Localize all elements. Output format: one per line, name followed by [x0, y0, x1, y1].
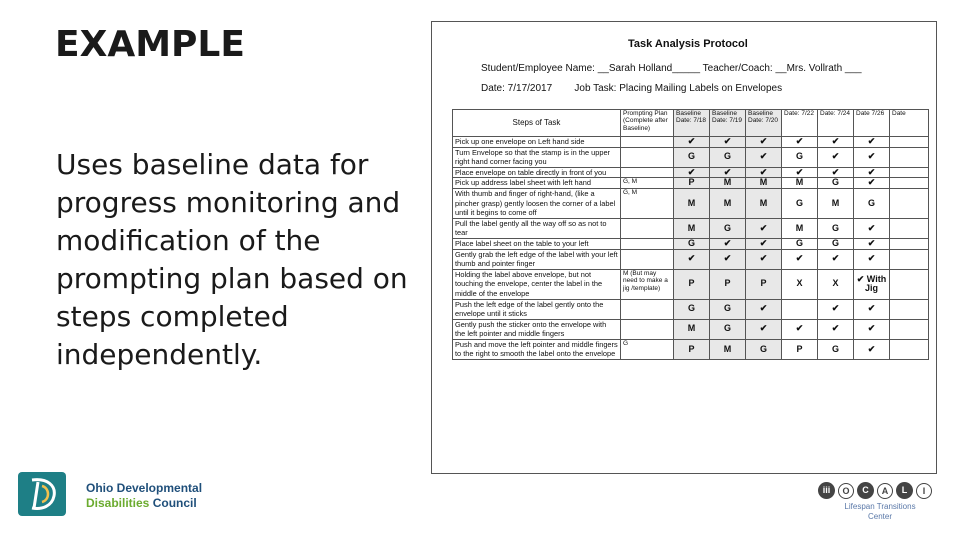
mark-cell: [890, 218, 929, 238]
mark-cell: ✔: [746, 167, 782, 178]
mark-cell: ✔: [746, 238, 782, 249]
mark-cell: ✔: [782, 249, 818, 269]
mark-cell: M: [782, 218, 818, 238]
prompting-plan-cell: [621, 137, 674, 148]
mark-cell: P: [674, 178, 710, 189]
document-title: Task Analysis Protocol: [628, 38, 748, 50]
mark-cell: M: [710, 188, 746, 218]
mark-cell: [890, 167, 929, 178]
mark-cell: [890, 178, 929, 189]
table-row: [453, 167, 929, 178]
prompting-plan-cell: [621, 167, 674, 178]
table-row: [453, 178, 929, 189]
mark-cell: ✔: [818, 147, 854, 167]
step-cell: Pull the label gently all the way off so as not to tear: [453, 218, 621, 238]
table-header-cell: Baseline Date: 7/20: [746, 110, 782, 137]
mark-cell: G: [818, 218, 854, 238]
table-row: [453, 319, 929, 339]
mark-cell: G: [710, 218, 746, 238]
ocali-letter: A: [877, 483, 893, 499]
step-cell: Pick up one envelope on Left hand side: [453, 137, 621, 148]
mark-cell: M: [674, 319, 710, 339]
odd-logo-line1: Ohio Developmental: [86, 481, 203, 495]
mark-cell: [890, 319, 929, 339]
ocali-logo: [818, 482, 932, 499]
mark-cell: ✔: [854, 339, 890, 359]
mark-cell: M: [710, 178, 746, 189]
mark-cell: M: [746, 178, 782, 189]
mark-cell: M: [782, 178, 818, 189]
table-row: [453, 137, 929, 148]
mark-cell: G: [710, 147, 746, 167]
ocali-logo-icon: iii: [818, 482, 835, 499]
mark-cell: [890, 137, 929, 148]
mark-cell: G: [710, 299, 746, 319]
odd-logo-line2-accent: Disabilities: [86, 496, 150, 510]
slide-title: EXAMPLE: [55, 24, 245, 65]
mark-cell: P: [674, 339, 710, 359]
step-cell: Push the left edge of the label gently onto the envelope until it sticks: [453, 299, 621, 319]
mark-cell: ✔: [818, 299, 854, 319]
mark-cell: G: [674, 147, 710, 167]
mark-cell: M: [818, 188, 854, 218]
mark-cell: [782, 299, 818, 319]
prompting-plan-cell: G, M: [621, 188, 674, 218]
table-header-cell: Baseline Date: 7/19: [710, 110, 746, 137]
prompting-plan-cell: [621, 218, 674, 238]
mark-cell: G: [854, 188, 890, 218]
mark-cell: ✔: [674, 167, 710, 178]
mark-cell: ✔: [710, 238, 746, 249]
mark-cell: X: [782, 269, 818, 299]
prompting-plan-cell: [621, 147, 674, 167]
table-header-cell: Date 7/26: [854, 110, 890, 137]
table-row: [453, 147, 929, 167]
mark-cell: [890, 249, 929, 269]
table-row: [453, 188, 929, 218]
ocali-letter: L: [896, 482, 913, 499]
mark-cell: M: [710, 339, 746, 359]
odd-council-logo-text: [86, 481, 202, 511]
ocali-letter: C: [857, 482, 874, 499]
table-header-cell: Steps of Task: [453, 110, 621, 137]
table-header-cell: Date: [890, 110, 929, 137]
table-row: [453, 238, 929, 249]
prompting-plan-cell: [621, 249, 674, 269]
mark-cell: G: [818, 339, 854, 359]
mark-cell: G: [782, 188, 818, 218]
task-analysis-table: [452, 109, 929, 360]
step-cell: Gently push the sticker onto the envelope with the left pointer and middle fingers: [453, 319, 621, 339]
mark-cell: M: [674, 218, 710, 238]
mark-cell: P: [746, 269, 782, 299]
step-cell: Holding the label above envelope, but not touching the envelope, center the label in the middle of the envelope: [453, 269, 621, 299]
prompting-plan-cell: G: [621, 339, 674, 359]
mark-cell: ✔: [710, 137, 746, 148]
mark-cell: G: [782, 147, 818, 167]
mark-cell: M: [746, 188, 782, 218]
ocali-letter: I: [916, 483, 932, 499]
mark-cell: ✔: [854, 238, 890, 249]
task-analysis-document-image: [431, 21, 937, 474]
mark-cell: P: [782, 339, 818, 359]
mark-cell: ✔: [854, 249, 890, 269]
mark-cell: ✔: [854, 319, 890, 339]
document-meta-names: Student/Employee Name: __Sarah Holland_____ Teacher/Coach: __Mrs. Vollrath ___: [481, 63, 862, 74]
odd-logo-line2: [86, 496, 202, 511]
mark-cell: P: [674, 269, 710, 299]
table-row: [453, 249, 929, 269]
mark-cell: ✔: [746, 299, 782, 319]
table-header-row: [453, 110, 929, 137]
mark-cell: G: [710, 319, 746, 339]
mark-cell: M: [674, 188, 710, 218]
step-cell: Place envelope on table directly in front of you: [453, 167, 621, 178]
mark-cell: ✔: [854, 178, 890, 189]
mark-cell: X: [818, 269, 854, 299]
mark-cell: ✔: [746, 218, 782, 238]
document-meta-date-task: Date: 7/17/2017 Job Task: Placing Mailing Labels on Envelopes: [481, 83, 783, 94]
mark-cell: ✔: [818, 137, 854, 148]
mark-cell: P: [710, 269, 746, 299]
mark-cell: ✔: [854, 299, 890, 319]
mark-cell: ✔: [746, 137, 782, 148]
prompting-plan-cell: [621, 238, 674, 249]
table-header-cell: Baseline Date: 7/18: [674, 110, 710, 137]
table-row: [453, 269, 929, 299]
mark-cell: [890, 269, 929, 299]
mark-cell: ✔: [782, 137, 818, 148]
mark-cell: ✔: [710, 249, 746, 269]
mark-cell: ✔: [854, 137, 890, 148]
mark-cell: G: [746, 339, 782, 359]
mark-cell: ✔: [746, 249, 782, 269]
mark-cell: ✔: [818, 249, 854, 269]
mark-cell: ✔: [818, 319, 854, 339]
step-cell: Push and move the left pointer and middle fingers to the right to smooth the label onto the envelope: [453, 339, 621, 359]
mark-cell: ✔: [854, 147, 890, 167]
mark-cell: [890, 339, 929, 359]
slide-body-text: Uses baseline data for progress monitoring and modification of the prompting plan based on steps completed independently.: [56, 148, 408, 371]
table-header-cell: Date: 7/22: [782, 110, 818, 137]
mark-cell: G: [782, 238, 818, 249]
mark-cell: ✔: [674, 249, 710, 269]
mark-cell: ✔: [674, 137, 710, 148]
step-cell: Turn Envelope so that the stamp is in the upper right hand corner facing you: [453, 147, 621, 167]
prompting-plan-cell: G, M: [621, 178, 674, 189]
mark-cell: [890, 188, 929, 218]
step-cell: Gently grab the left edge of the label with your left thumb and pointer finger: [453, 249, 621, 269]
step-cell: Place label sheet on the table to your left: [453, 238, 621, 249]
ocali-logo-subtitle: Lifespan Transitions Center: [844, 502, 916, 521]
mark-cell: ✔: [854, 167, 890, 178]
table-row: [453, 299, 929, 319]
step-cell: With thumb and finger of right-hand, (like a pincher grasp) gently loosen the corner of a label until it begins to come off: [453, 188, 621, 218]
mark-cell: ✔: [782, 167, 818, 178]
mark-cell: [890, 147, 929, 167]
table-row: [453, 218, 929, 238]
prompting-plan-cell: [621, 299, 674, 319]
table-row: [453, 339, 929, 359]
table-body: [453, 137, 929, 360]
mark-cell: G: [818, 238, 854, 249]
step-cell: Pick up address label sheet with left hand: [453, 178, 621, 189]
table-header-cell: Prompting Plan (Complete after Baseline): [621, 110, 674, 137]
mark-cell: ✔: [746, 319, 782, 339]
mark-cell: ✔: [854, 218, 890, 238]
mark-cell: G: [674, 299, 710, 319]
mark-cell: [890, 238, 929, 249]
prompting-plan-cell: M (But may need to make a jig /template): [621, 269, 674, 299]
mark-cell: ✔: [710, 167, 746, 178]
mark-cell: [890, 299, 929, 319]
prompting-plan-cell: [621, 319, 674, 339]
table-header-cell: Date: 7/24: [818, 110, 854, 137]
mark-cell: ✔: [746, 147, 782, 167]
ocali-letter: O: [838, 483, 854, 499]
mark-cell: ✔ With Jig: [854, 269, 890, 299]
odd-council-logo-mark: [18, 472, 66, 516]
mark-cell: G: [674, 238, 710, 249]
odd-logo-line2-rest: Council: [149, 496, 197, 510]
mark-cell: G: [818, 178, 854, 189]
mark-cell: ✔: [818, 167, 854, 178]
mark-cell: ✔: [782, 319, 818, 339]
